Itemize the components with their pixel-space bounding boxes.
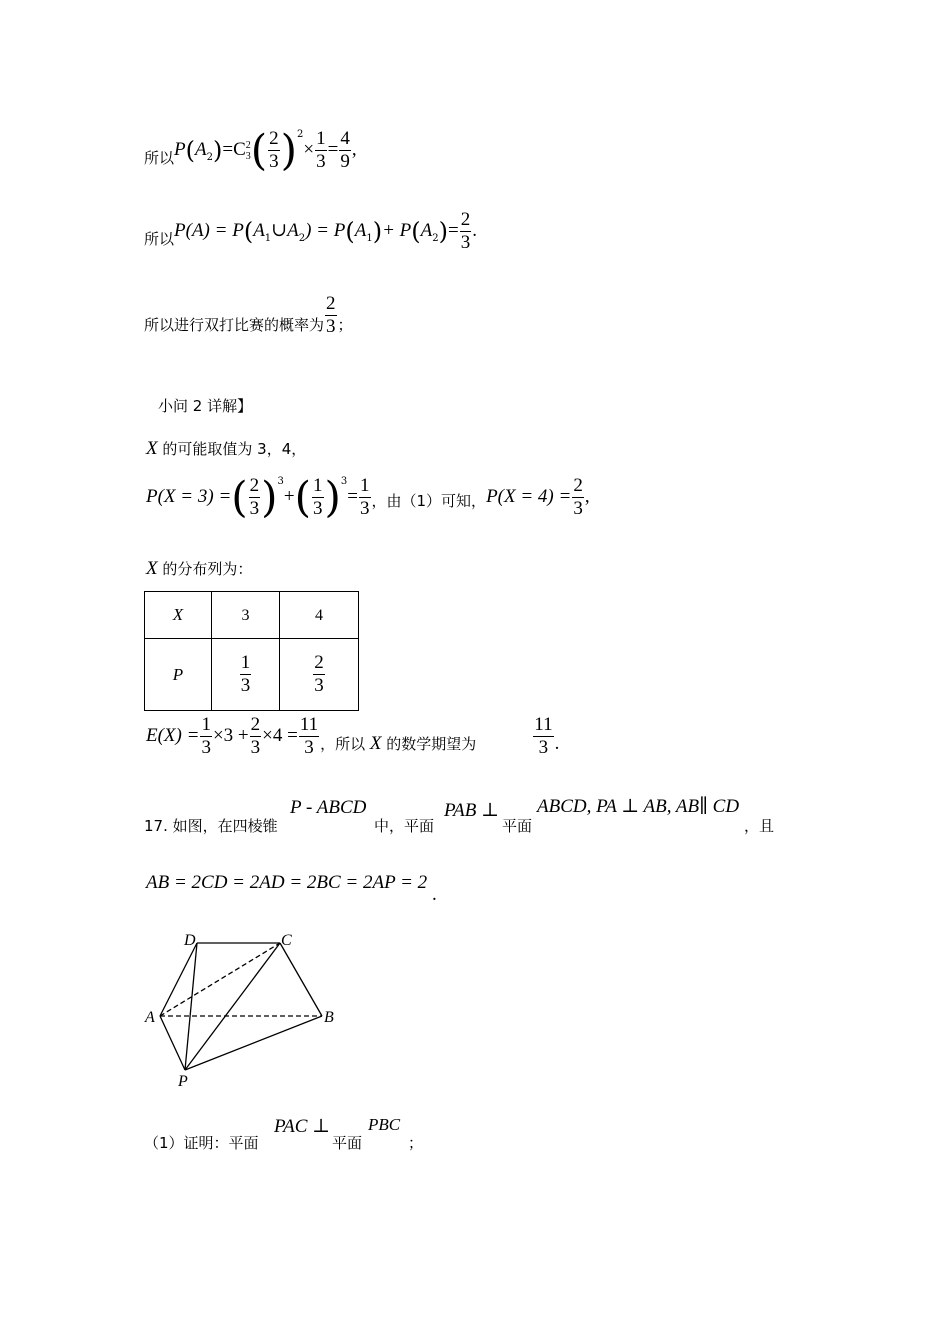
label-d: D xyxy=(184,932,196,949)
fraction: $\frac{1}{3}$ xyxy=(201,714,211,758)
conditions: ABCD, PA ⊥ AB, AB∥ CD xyxy=(537,796,740,817)
edge-cb xyxy=(280,943,322,1016)
fraction: $\frac{1}{3}$ xyxy=(316,128,326,172)
fraction: $\frac{1}{3}$ xyxy=(240,652,251,696)
line-expectation: E(X) = $\frac{1}{3}$ ×3 + $\frac{2}{3}$ ×4 = $\frac{11}{3}$ ，所以 X 的数学期望为 $\frac{11}{3}$ . xyxy=(146,714,560,758)
problem-17-text: 中，平面 xyxy=(374,817,435,835)
pyramid-name: P - ABCD xyxy=(290,797,367,818)
fraction: $\frac{1}{3}$ xyxy=(313,475,323,519)
part-1-tail: ； xyxy=(408,1134,424,1152)
part-1-lead: （1）证明：平面 xyxy=(144,1134,259,1152)
table-cell: 3 xyxy=(212,592,280,639)
plane-pac: PAC ⊥ xyxy=(274,1116,331,1137)
fraction: $\frac{2}{3}$ xyxy=(573,475,583,519)
heading-part-2: 小问 2 详解】 xyxy=(158,397,253,415)
label-b: B xyxy=(324,1009,334,1026)
fraction: $\frac{2}{3}$ xyxy=(250,714,261,758)
fraction: $\frac{11}{3}$ xyxy=(299,714,319,758)
table-cell: X xyxy=(145,592,212,639)
table-cell: P xyxy=(145,639,212,711)
plane-pbc: PBC xyxy=(368,1115,401,1134)
table-cell xyxy=(280,639,359,711)
line-prob-doubles: 所以进行双打比赛的概率为 $\frac{2}{3}$ ； xyxy=(144,293,353,337)
line-p-a2: 所以$P(A_2)=C$ 2 3 ( $\frac{2}{3}$ )$^2$× $\frac{1}{3}$ = $\frac{4}{9}$ , xyxy=(144,125,357,175)
label-a: A xyxy=(145,1009,155,1026)
fraction: $\frac{2}{3}$ xyxy=(249,475,260,519)
fraction: $\frac{2}{3}$ xyxy=(326,293,336,337)
line-p-x3: P(X = 3) =( $\frac{2}{3}$ )$^3$+( $\frac{1}{3}$ )$^3$= $\frac{1}{3}$ ，由（1）可知，P(X = 4) = $\frac{2}{3}$ , xyxy=(146,472,590,522)
line-p-a: 所以$P(A) = P(A_1\cup A_2) = P(A_1)+ P(A_2)=$ $\frac{2}{3}$ . xyxy=(144,209,477,253)
fraction: $\frac{2}{3}$ xyxy=(269,128,279,172)
table-cell: 4 xyxy=(280,592,359,639)
problem-17-text: 平面 xyxy=(502,817,533,835)
part-1-text: 平面 xyxy=(332,1134,363,1152)
fraction: $\frac{4}{9}$ xyxy=(340,128,350,172)
label-c: C xyxy=(281,932,292,949)
problem-17-lead: 17. 如图，在四棱锥 xyxy=(144,817,278,835)
line-x-values: X 的可能取值为 3，4， xyxy=(146,438,307,459)
fraction: $\frac{1}{3}$ xyxy=(360,475,370,519)
table-row xyxy=(145,639,359,711)
equation-period: . xyxy=(432,884,437,905)
plane-pab: PAB ⊥ xyxy=(444,800,499,821)
table-row xyxy=(145,592,359,639)
problem-17-text: ，且 xyxy=(744,817,775,835)
fraction: $\frac{2}{3}$ xyxy=(460,209,471,253)
edge-ap xyxy=(160,1016,185,1070)
pyramid-figure xyxy=(140,926,350,1091)
line-distribution: X 的分布列为： xyxy=(146,558,253,579)
fraction: $\frac{11}{3}$ xyxy=(534,714,553,758)
table-cell xyxy=(212,639,280,711)
label-p: P xyxy=(178,1073,188,1090)
equation-lengths: AB = 2CD = 2AD = 2BC = 2AP = 2 xyxy=(146,872,428,893)
fraction: $\frac{2}{3}$ xyxy=(314,652,324,696)
distribution-table xyxy=(144,591,359,711)
